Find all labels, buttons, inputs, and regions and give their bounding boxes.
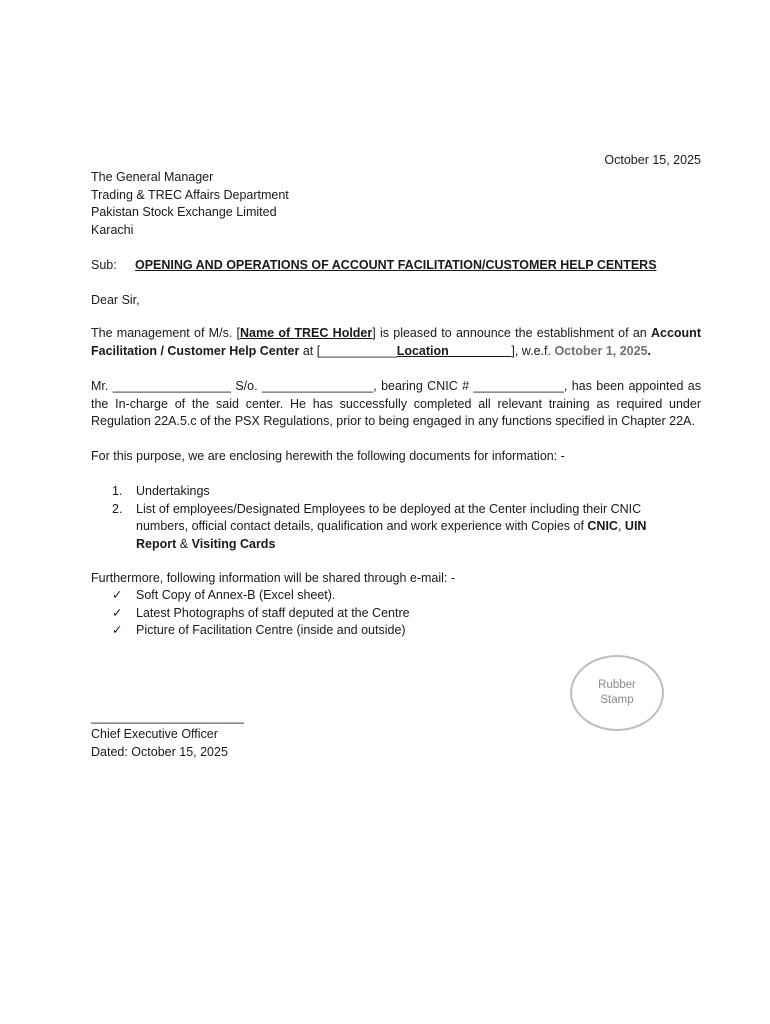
para1-text-2: ] is pleased to announce the establishment of an xyxy=(372,326,651,340)
list-item xyxy=(112,605,410,623)
recipient-line-2: Trading & TREC Affairs Department xyxy=(91,188,289,202)
checkmark-icon: ✓ xyxy=(112,623,123,637)
list-number: 1. xyxy=(112,484,123,498)
paragraph-announcement xyxy=(91,325,701,360)
subject-text: OPENING AND OPERATIONS OF ACCOUNT FACILITATION/CUSTOMER HELP CENTERS xyxy=(135,258,657,272)
cnic-label: CNIC xyxy=(587,519,618,533)
separator: , xyxy=(617,519,625,533)
list-item xyxy=(112,483,672,501)
signatory-title: Chief Executive Officer xyxy=(91,727,218,741)
list-text: Undertakings xyxy=(136,484,210,498)
recipient-line-3: Pakistan Stock Exchange Limited xyxy=(91,205,277,219)
list-item xyxy=(112,587,410,605)
list-text: Latest Photographs of staff deputed at the Centre xyxy=(136,605,410,620)
para1-text-4: ], w.e.f. xyxy=(511,343,555,358)
para1-period: . xyxy=(647,343,652,358)
paragraph-enclosures: For this purpose, we are enclosing herewith the following documents for information: - xyxy=(91,449,565,463)
para1-text-3: at [___________ xyxy=(299,343,397,358)
recipient-line-4: Karachi xyxy=(91,223,134,237)
center-name: Account Facilitation / Customer Help Center xyxy=(91,326,701,358)
location-placeholder: Location_________ xyxy=(396,343,512,358)
letter-date: October 15, 2025 xyxy=(604,153,701,167)
email-list xyxy=(112,587,410,640)
uin-report-label: UIN Report xyxy=(136,519,647,551)
list-text-part: List of employees/Designated Employees to be deployed at the Center including their CNIC numbers, official contact details, qualification and work experience with Copies of xyxy=(136,501,642,533)
checkmark-icon: ✓ xyxy=(112,605,123,620)
recipient-line-1: The General Manager xyxy=(91,170,214,184)
wef-date: October 1, 2025 xyxy=(554,343,648,358)
list-text: Picture of Facilitation Centre (inside and outside) xyxy=(136,623,406,637)
separator: & xyxy=(176,536,192,551)
signature-line: ______________________ xyxy=(91,710,244,724)
list-text: Soft Copy of Annex-B (Excel sheet). xyxy=(136,588,336,602)
checkmark-icon: ✓ xyxy=(112,588,123,602)
para1-text-1: The management of M/s. [ xyxy=(91,326,241,340)
list-number: 2. xyxy=(112,501,123,516)
paragraph-email: Furthermore, following information will be shared through e-mail: - xyxy=(91,571,456,585)
subject-label: Sub: xyxy=(91,258,117,272)
stamp-line-1: Rubber xyxy=(598,679,636,691)
rubber-stamp-placeholder xyxy=(570,655,664,731)
documents-list xyxy=(112,483,672,553)
trec-holder-placeholder: Name of TREC Holder xyxy=(240,326,373,340)
signature-date: Dated: October 15, 2025 xyxy=(91,745,228,759)
paragraph-appointment: Mr. _________________ S/o. ________________, bearing CNIC # _____________, has been appointed as the In-charge of the said center. He has successfully completed all relevant training as required under Regulation 22A.5.c of the PSX Regulations, prior to being engaged in any functions specified in Chapter 22A. xyxy=(91,379,701,428)
visiting-cards-label: Visiting Cards xyxy=(191,536,276,551)
subject-line xyxy=(91,257,657,274)
stamp-line-2: Stamp xyxy=(600,694,634,706)
list-item xyxy=(112,501,672,554)
list-item xyxy=(112,622,410,640)
salutation: Dear Sir, xyxy=(91,293,140,307)
list-text xyxy=(136,501,672,554)
